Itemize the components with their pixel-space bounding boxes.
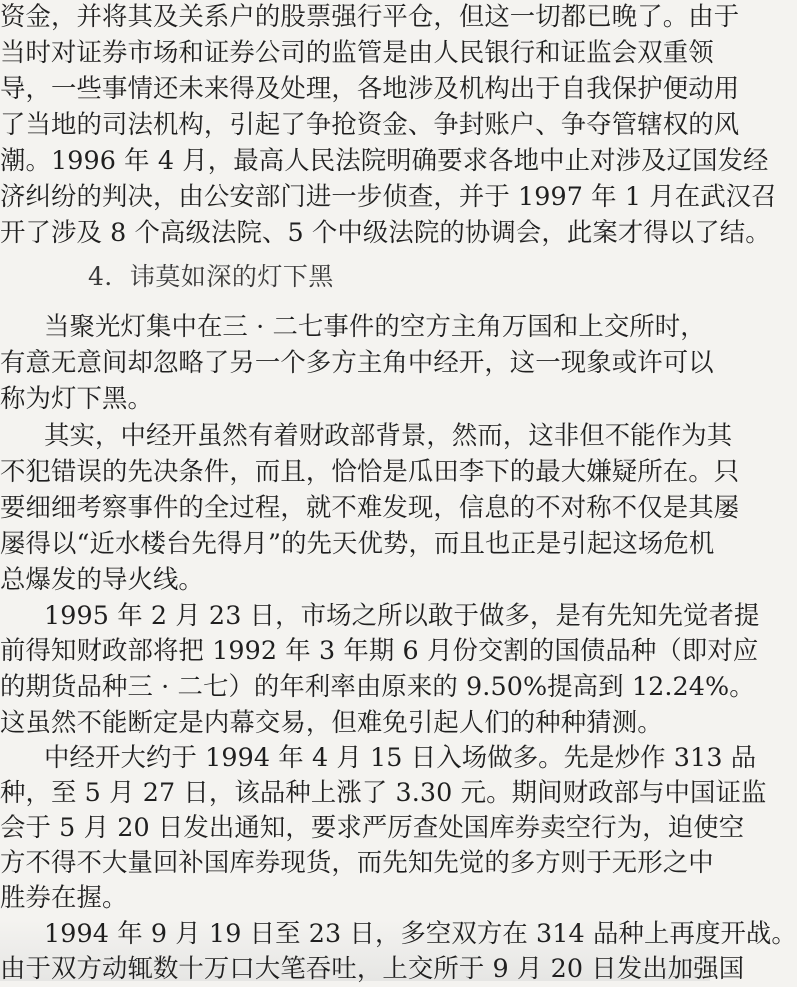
text-line: 潮。1996 年 4 月，最高人民法院明确要求各地中止对涉及辽国发经	[0, 145, 769, 175]
paragraph-line: 其实，中经开虽然有着财政部背景，然而，这非但不能作为其	[44, 420, 733, 450]
paragraph-line: 会于 5 月 20 日发出通知，要求严厉查处国库券卖空行为，迫使空	[0, 812, 745, 842]
paragraph-line: 由于双方动辄数十万口大笔吞吐，上交所于 9 月 20 日发出加强国	[0, 953, 745, 983]
paragraph-line: 的期货品种三 · 二七）的年利率由原来的 9.50%提高到 12.24%。	[0, 671, 755, 701]
paragraph-line: 总爆发的导火线。	[0, 564, 204, 594]
paragraph-line: 屡得以“近水楼台先得月”的先天优势，而且也正是引起这场危机	[0, 528, 715, 558]
paragraph-line: 1994 年 9 月 19 日至 23 日，多空双方在 314 品种上再度开战。	[44, 918, 797, 948]
text-line: 开了涉及 8 个高级法院、5 个中级法院的协调会，此案才得以了结。	[0, 217, 771, 247]
text-line: 资金，并将其及关系户的股票强行平仓，但这一切都已晚了。由于	[0, 1, 740, 31]
paragraph-line: 要细细考察事件的全过程，就不难发现，信息的不对称不仅是其屡	[0, 492, 740, 522]
text-line: 当时对证券市场和证券公司的监管是由人民银行和证监会双重领	[0, 37, 714, 67]
paragraph-line: 种，至 5 月 27 日，该品种上涨了 3.30 元。期间财政部与中国证监	[0, 777, 767, 807]
paragraph-line: 这虽然不能断定是内幕交易，但难免引起人们的种种猜测。	[0, 707, 663, 737]
paragraph-line: 胜券在握。	[0, 882, 128, 912]
paragraph-line: 中经开大约于 1994 年 4 月 15 日入场做多。先是炒作 313 品	[44, 742, 757, 772]
text-line: 导，一些事情还未来得及处理，各地涉及机构出于自我保护便动用	[0, 73, 740, 103]
text-line: 济纠纷的判决，由公安部门进一步侦查，并于 1997 年 1 月在武汉召	[0, 181, 777, 211]
paragraph-line: 称为灯下黑。	[0, 383, 153, 413]
section-heading: 4．讳莫如深的灯下黑	[88, 262, 334, 291]
paragraph-line: 前得知财政部将把 1992 年 3 年期 6 月份交割的国债品种（即对应	[0, 635, 759, 665]
paragraph-line: 方不得不大量回补国库券现货，而先知先觉的多方则于无形之中	[0, 847, 714, 877]
paragraph-line: 1995 年 2 月 23 日，市场之所以敢于做多，是有先知先觉者提	[44, 600, 760, 630]
paragraph-line: 不犯错误的先决条件，而且，恰恰是瓜田李下的最大嫌疑所在。只	[0, 456, 740, 486]
text-line: 了当地的司法机构，引起了争抢资金、争封账户、争夺管辖权的风	[0, 109, 740, 139]
paragraph-line: 当聚光灯集中在三 · 二七事件的空方主角万国和上交所时，	[44, 311, 706, 341]
paragraph-line: 有意无意间却忽略了另一个多方主角中经开，这一现象或许可以	[0, 347, 714, 377]
